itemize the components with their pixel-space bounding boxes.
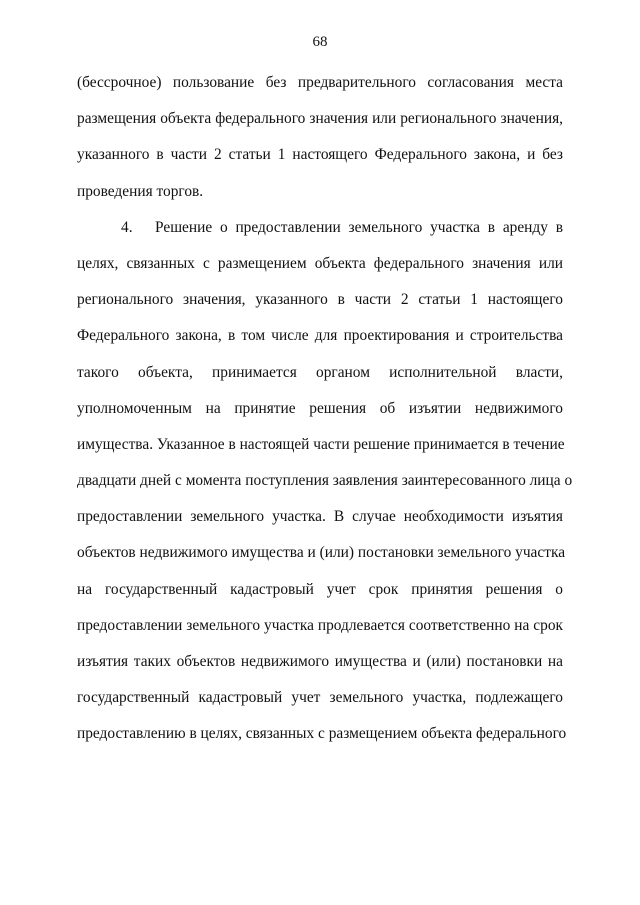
text-line: такого объекта, принимается органом исполнительной власти, bbox=[77, 363, 563, 381]
text-line: на государственный кадастровый учет срок принятия решения о bbox=[77, 580, 563, 598]
text-line: имущества. Указанное в настоящей части решение принимается в течение bbox=[77, 435, 565, 453]
page-number: 68 bbox=[312, 34, 328, 50]
document-body bbox=[77, 70, 573, 758]
text-line: предоставлении земельного участка продлевается соответственно на срок bbox=[77, 616, 563, 634]
text-line: проведения торгов. bbox=[77, 182, 204, 200]
text-line: целях, связанных с размещением объекта федерального значения или bbox=[77, 254, 563, 272]
text-line: Федерального закона, в том числе для проектирования и строительства bbox=[77, 327, 563, 345]
text-line: размещения объекта федерального значения или регионального значения, bbox=[77, 110, 563, 128]
text-line-first bbox=[77, 215, 563, 251]
text-line: (бессрочное) пользование без предварительного согласования места bbox=[77, 74, 563, 91]
text-line: предоставлении земельного участка. В случае необходимости изъятия bbox=[77, 508, 563, 526]
text-line: регионального значения, указанного в части 2 статьи 1 настоящего bbox=[77, 291, 563, 309]
paragraph-continued bbox=[77, 70, 563, 215]
text-line: предоставлению в целях, связанных с размещением объекта федерального bbox=[77, 725, 567, 743]
text-line: указанного в части 2 статьи 1 настоящего Федерального закона, и без bbox=[77, 146, 563, 164]
text-line: государственный кадастровый учет земельного участка, подлежащего bbox=[77, 689, 563, 707]
text-line: изъятия таких объектов недвижимого имущества и (или) постановки на bbox=[77, 653, 563, 670]
paragraph-first-line-text: Решение о предоставлении земельного участка в аренду в bbox=[155, 218, 563, 236]
text-line: двадцати дней с момента поступления заявления заинтересованного лица о bbox=[77, 472, 573, 490]
paragraph-number: 4. bbox=[121, 218, 133, 236]
paragraph-4 bbox=[77, 215, 573, 758]
text-line: объектов недвижимого имущества и (или) постановки земельного участка bbox=[77, 544, 566, 562]
text-line: уполномоченным на принятие решения об изъятии недвижимого bbox=[77, 399, 563, 417]
